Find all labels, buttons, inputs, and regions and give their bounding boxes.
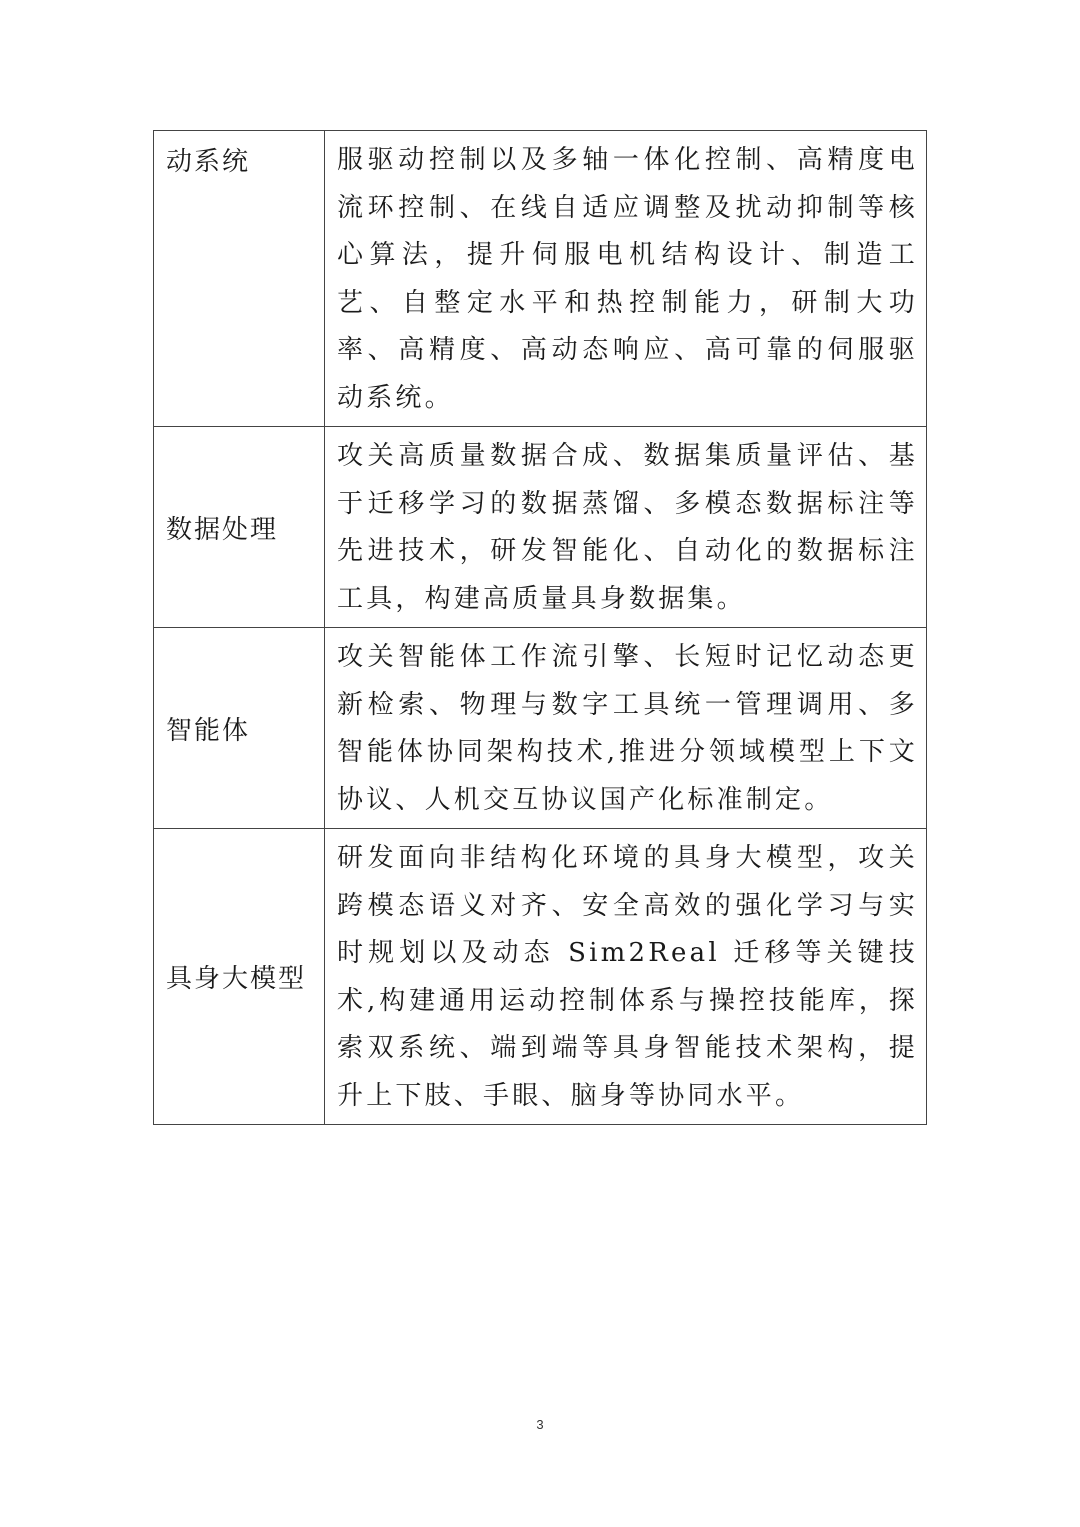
row-name-cell: 智能体 [154,628,325,829]
row-description-cell: 攻关智能体工作流引擎、长短时记忆动态更新检索、物理与数字工具统一管理调用、多智能体协同架构技术,推进分领域模型上下文协议、人机交互协议国产化标准制定。 [325,628,927,829]
page-number: 3 [536,1417,544,1432]
row-description-cell: 研发面向非结构化环境的具身大模型，攻关跨模态语义对齐、安全高效的强化学习与实时规划以及动态 Sim2Real 迁移等关键技术,构建通用运动控制体系与操控技能库，探索双系统、端到端等具身智能技术架构，提升上下肢、手眼、脑身等协同水平。 [325,829,927,1125]
table-row [154,131,927,427]
row-name-cell: 动系统 [154,131,325,427]
row-description-cell: 服驱动控制以及多轴一体化控制、高精度电流环控制、在线自适应调整及扰动抑制等核心算法，提升伺服电机结构设计、制造工艺、自整定水平和热控制能力，研制大功率、高精度、高动态响应、高可靠的伺服驱动系统。 [325,131,927,427]
row-name-cell: 数据处理 [154,427,325,628]
technology-table [153,130,927,1125]
table-row [154,829,927,1125]
table-row [154,427,927,628]
row-description-cell: 攻关高质量数据合成、数据集质量评估、基于迁移学习的数据蒸馏、多模态数据标注等先进技术，研发智能化、自动化的数据标注工具，构建高质量具身数据集。 [325,427,927,628]
row-name-cell: 具身大模型 [154,829,325,1125]
table-row [154,628,927,829]
